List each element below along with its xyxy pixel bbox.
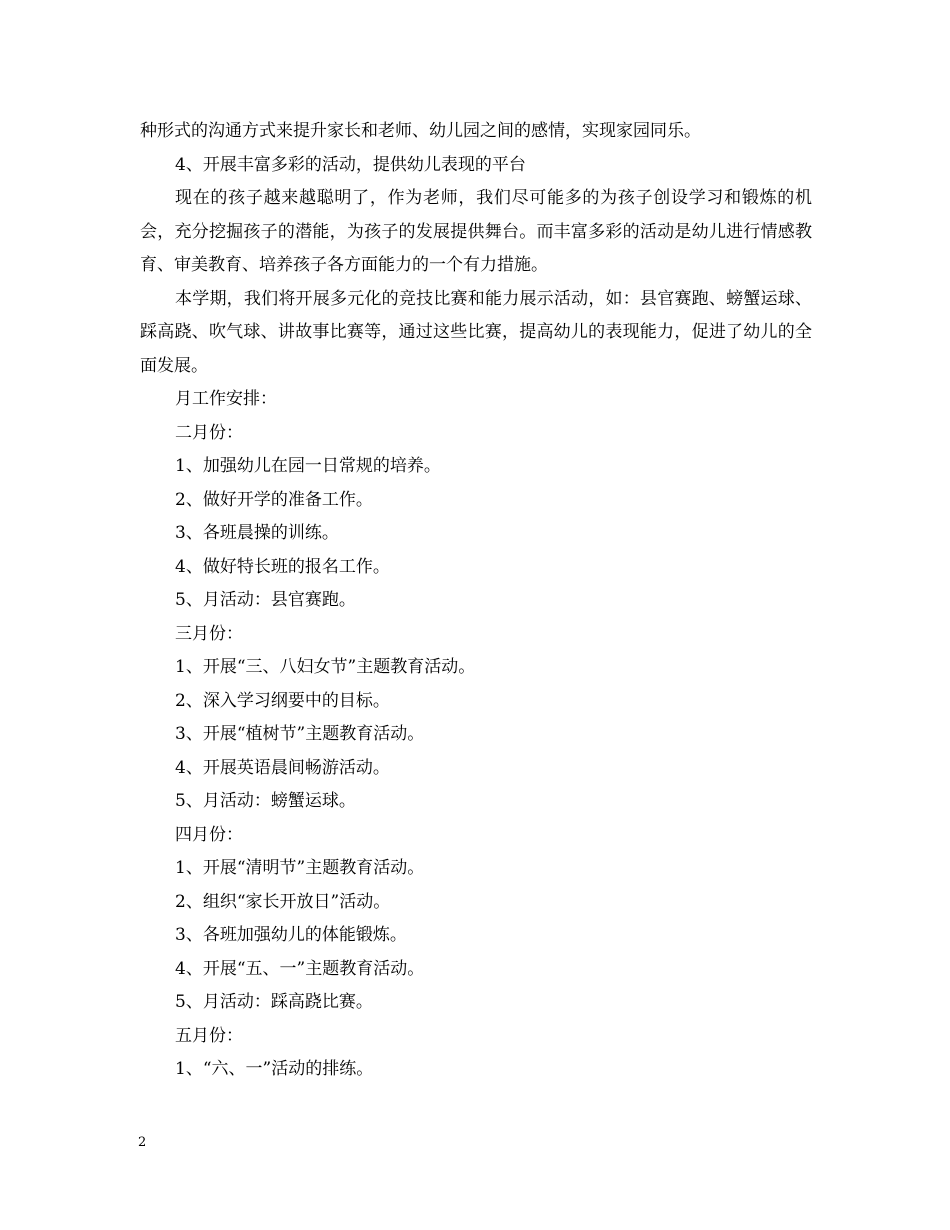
paragraph-continuation: 种形式的沟通方式来提升家长和老师、幼儿园之间的感情，实现家园同乐。: [140, 121, 701, 141]
month-heading: 五月份：: [175, 1025, 243, 1046]
month-heading: 三月份：: [175, 623, 243, 644]
list-item: 4、开展英语晨间畅游活动。: [175, 757, 390, 778]
month-heading: 二月份：: [175, 422, 243, 443]
page-number: 2: [138, 1135, 147, 1150]
month-heading: 四月份：: [175, 824, 243, 845]
list-item: 1、“六、一”活动的排练。: [175, 1059, 374, 1079]
schedule-heading: 月工作安排：: [175, 389, 277, 409]
list-item: 3、开展“植树节”主题教育活动。: [175, 724, 425, 744]
paragraph: 本学期，我们将开展多元化的竞技比赛和能力展示活动，如：县官赛跑、螃蟹运球、踩高跷、吹气球、讲故事比赛等，通过这些比赛，提高幼儿的表现能力，促进了幼儿的全面发展。: [140, 288, 812, 376]
list-item: 3、各班晨操的训练。: [175, 523, 339, 543]
list-item: 4、做好特长班的报名工作。: [175, 556, 390, 577]
list-item: 5、月活动：县官赛跑。: [175, 590, 356, 610]
list-item: 1、开展“三、八妇女节”主题教育活动。: [175, 657, 476, 677]
list-item: 4、开展“五、一”主题教育活动。: [175, 958, 425, 979]
list-item: 2、组织“家长开放日”活动。: [175, 891, 391, 912]
list-item: 1、加强幼儿在园一日常规的培养。: [175, 456, 441, 476]
list-item: 2、深入学习纲要中的目标。: [175, 690, 390, 711]
list-item: 5、月活动：螃蟹运球。: [175, 791, 356, 811]
list-item: 3、各班加强幼儿的体能锻炼。: [175, 925, 407, 945]
list-item: 1、开展“清明节”主题教育活动。: [175, 858, 425, 878]
document-body: [140, 115, 812, 1087]
section-heading: 4、开展丰富多彩的活动，提供幼儿表现的平台: [175, 154, 526, 175]
list-item: 5、月活动：踩高跷比赛。: [175, 992, 373, 1012]
list-item: 2、做好开学的准备工作。: [175, 489, 373, 510]
paragraph: 现在的孩子越来越聪明了，作为老师，我们尽可能多的为孩子创设学习和锻炼的机会，充分挖掘孩子的潜能，为孩子的发展提供舞台。而丰富多彩的活动是幼儿进行情感教育、审美教育、培养孩子各方面能力的一个有力措施。: [140, 188, 812, 275]
